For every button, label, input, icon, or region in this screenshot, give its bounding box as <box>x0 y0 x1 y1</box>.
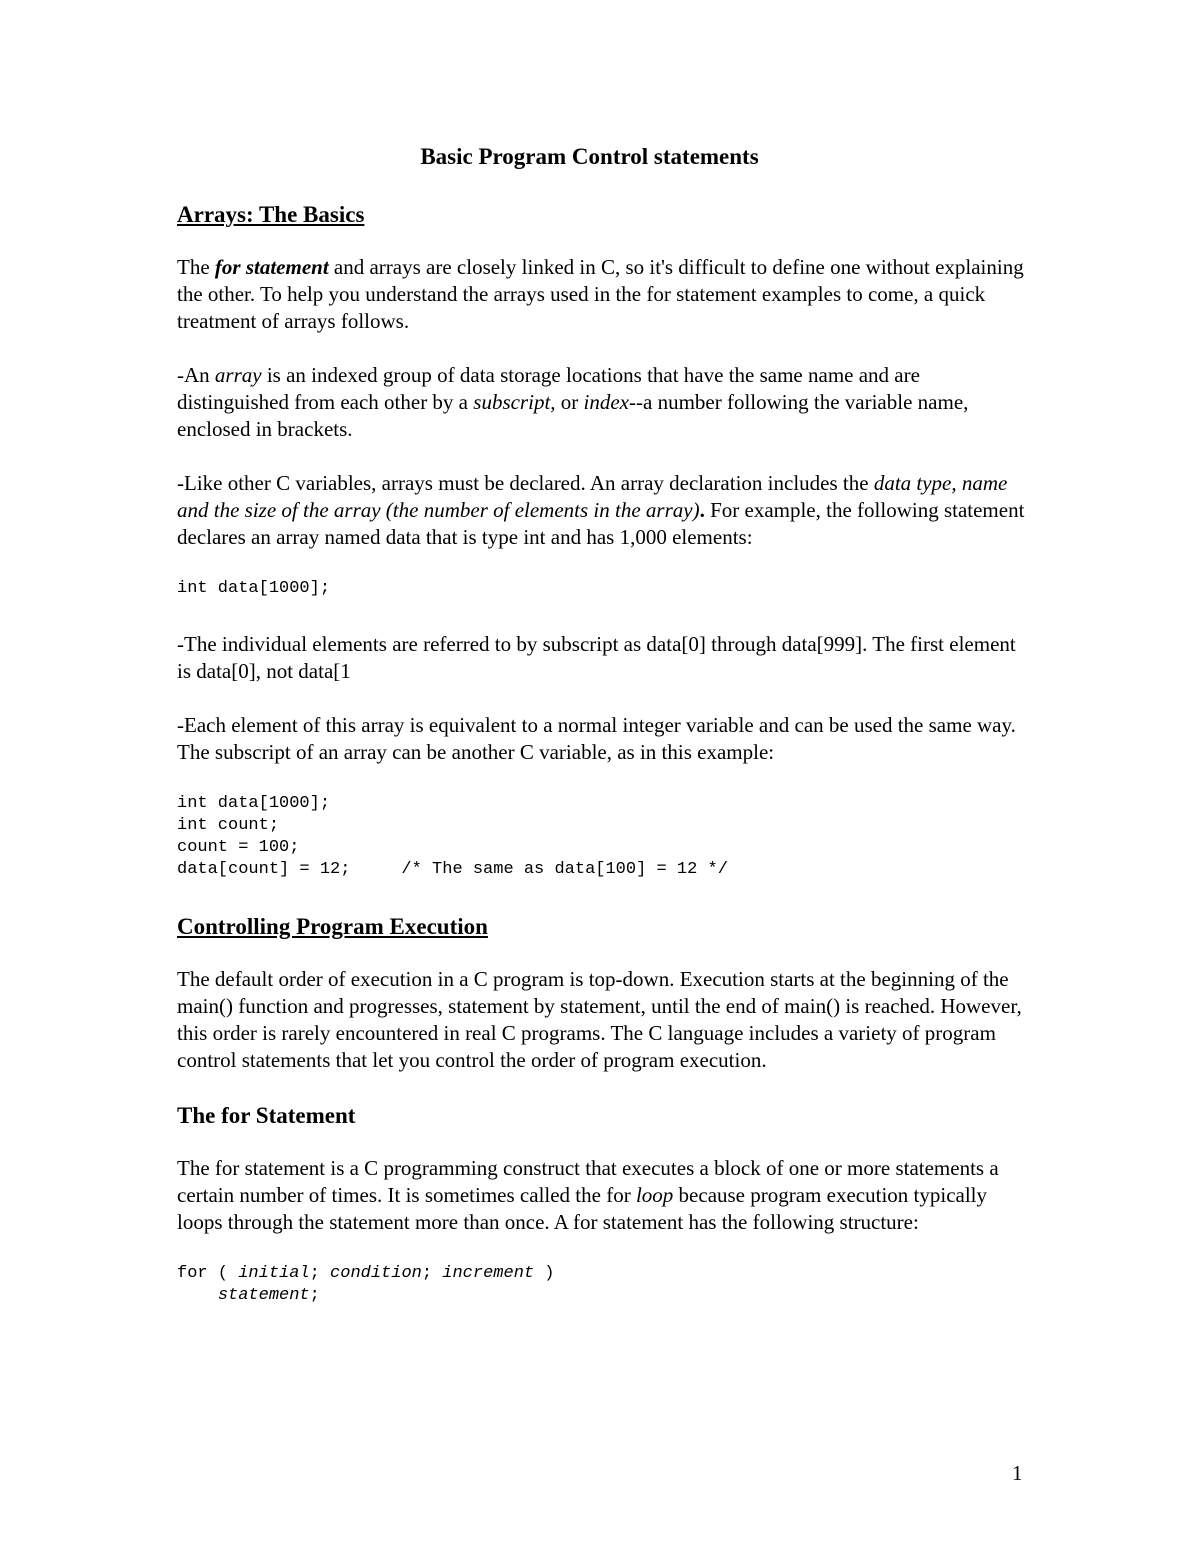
paragraph-for-statement: The for statement is a C programming construct that executes a block of one or more statements a certain number of times. It is sometimes called the for loop because program execution typically loops through the statement more than once. A for statement has the following structure: <box>177 1156 999 1234</box>
paragraph-array-elements: -The individual elements are referred to by subscript as data[0] through data[999]. The first element is data[0], not data[1 <box>177 632 1016 683</box>
code-block-for-structure: for ( initial; condition; increment ) statement; <box>177 1264 555 1305</box>
emphasis-run: increment <box>442 1264 535 1283</box>
section-heading-for-statement: The for Statement <box>177 1103 356 1128</box>
document-title: Basic Program Control statements <box>420 144 759 169</box>
emphasis-run: index <box>583 390 630 414</box>
paragraph-array-declaration: -Like other C variables, arrays must be declared. An array declaration includes the data type, name and the size of the array (the number of elements in the array). For example, the following statement declares an array named data that is type int and has 1,000 elements: <box>177 471 1025 549</box>
emphasis-run: initial <box>238 1264 310 1283</box>
paragraph-arrays-intro: The for statement and arrays are closely linked in C, so it's difficult to define one without explaining the other. To help you understand the arrays used in the for statement examples to come, a quick treatment of arrays follows. <box>177 255 1024 333</box>
paragraph-execution-order: The default order of execution in a C program is top-down. Execution starts at the beginning of the main() function and progresses, statement by statement, until the end of main() is reached. However, this order is rarely encountered in real C programs. The C language includes a variety of program control statements that let you control the order of program execution. <box>177 967 1022 1072</box>
emphasis-run: condition <box>330 1264 422 1283</box>
emphasis-run: . <box>699 498 705 522</box>
emphasis-run: subscript, <box>473 390 556 414</box>
paragraph-array-definition: -An array is an indexed group of data storage locations that have the same name and are distinguished from each other by a subscript, or index--a number following the variable name, enclosed in brackets. <box>177 363 969 441</box>
emphasis-run: for statement <box>214 255 329 279</box>
paragraph-array-subscript: -Each element of this array is equivalent to a normal integer variable and can be used the same way. The subscript of an array can be another C variable, as in this example: <box>177 713 1016 764</box>
emphasis-run: loop <box>635 1183 674 1207</box>
page-number: 1 <box>1012 1461 1023 1485</box>
emphasis-run: statement <box>217 1286 310 1305</box>
section-heading-controlling: Controlling Program Execution <box>177 914 488 939</box>
emphasis-run: array <box>214 363 262 387</box>
page-content <box>177 142 1027 1307</box>
emphasis-run: data type, name and the size of the array (the number of elements in the array) <box>177 471 1008 522</box>
code-block-subscript-example: int data[1000]; int count; count = 100; data[count] = 12; /* The same as data[100] = 12 */ <box>177 794 728 879</box>
code-block-declaration: int data[1000]; <box>177 579 331 598</box>
section-heading-arrays: Arrays: The Basics <box>177 202 365 227</box>
